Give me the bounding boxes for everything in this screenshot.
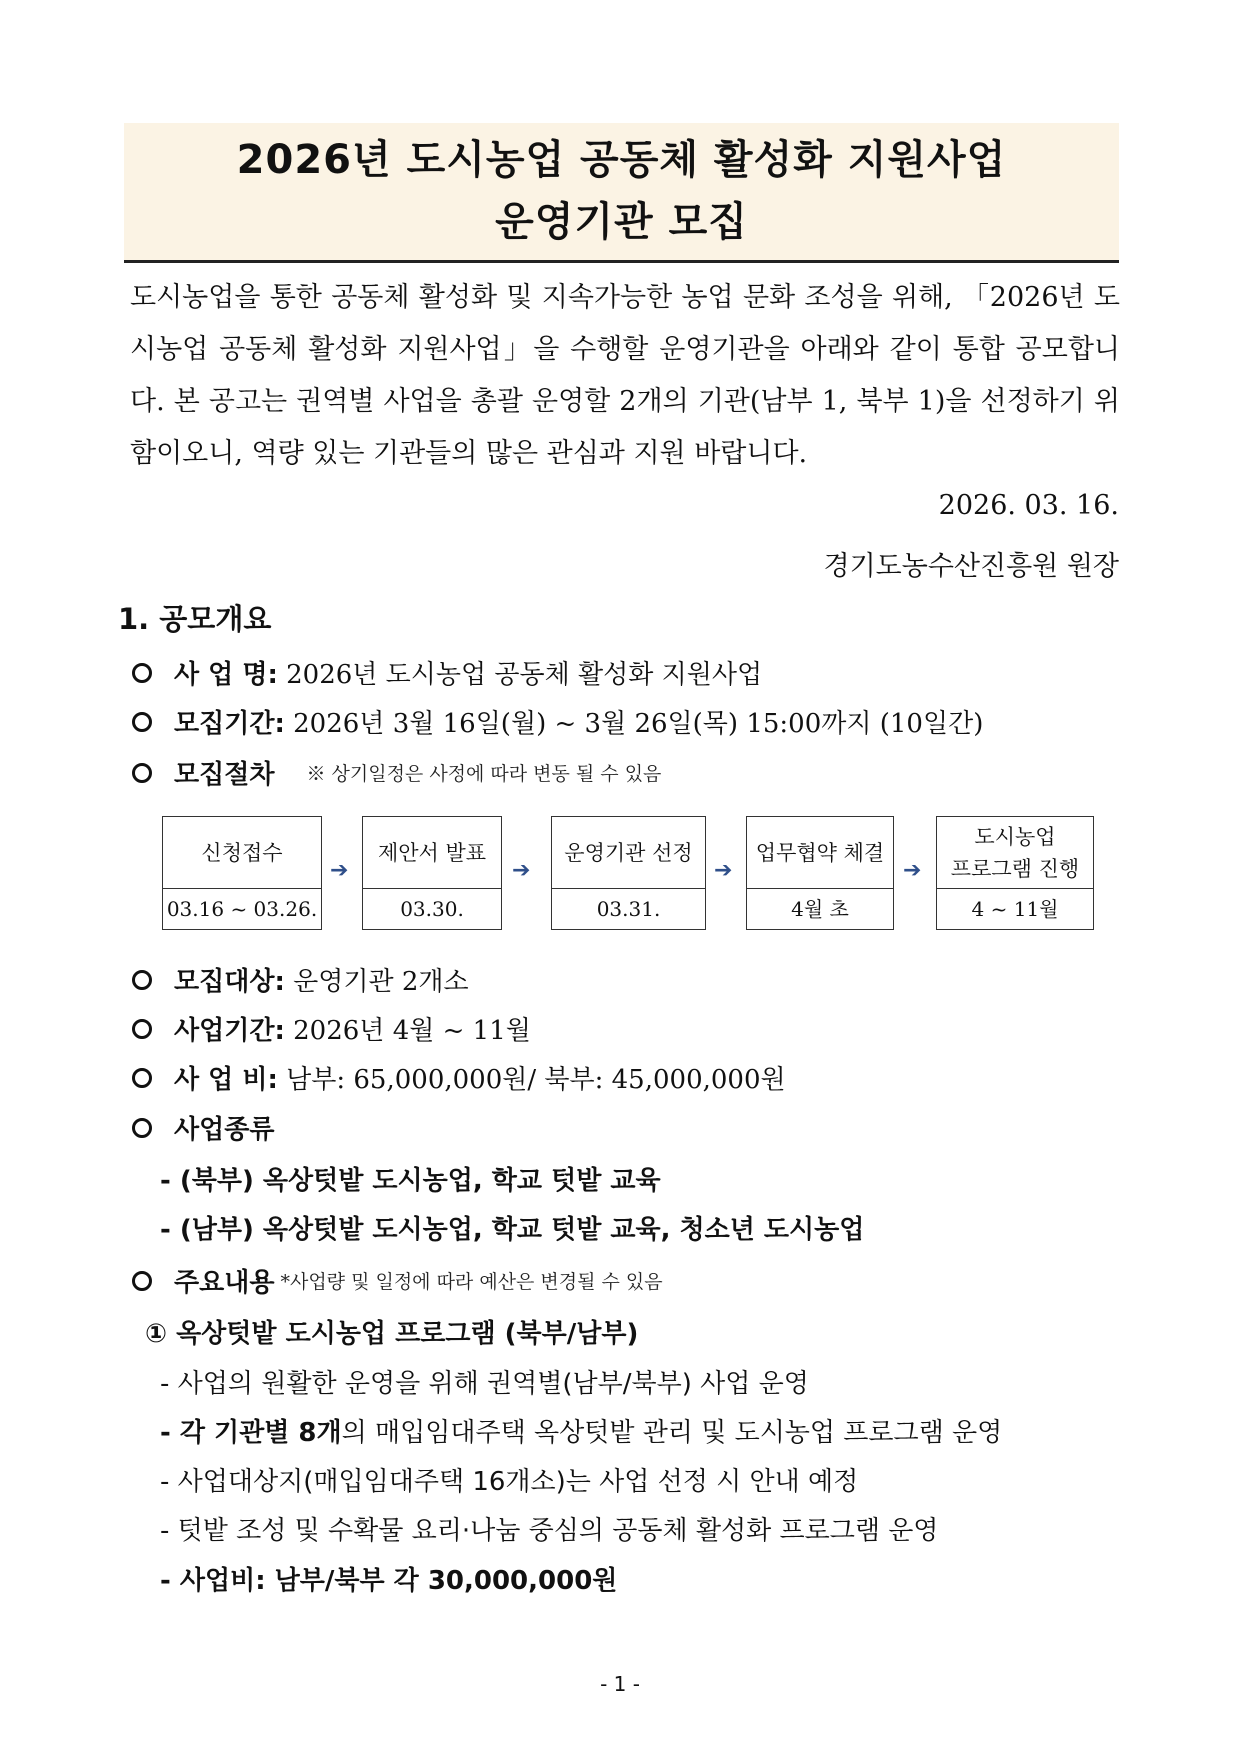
document-title-line2: 운영기관 모집 — [495, 199, 748, 245]
procedure-row — [132, 754, 661, 791]
bullet-circle-icon — [132, 1271, 152, 1291]
title-box — [124, 123, 1119, 263]
period-label: 모집기간: — [174, 709, 285, 739]
program1-item — [160, 1412, 1002, 1449]
bullet-circle-icon — [132, 1118, 152, 1138]
main-content-label: 주요내용 — [174, 1268, 275, 1298]
biz-period-label: 사업기간: — [174, 1016, 285, 1046]
biz-period-row — [132, 1010, 531, 1047]
budget-value: 남부: 65,000,000원/ 북부: 45,000,000원 — [286, 1065, 786, 1095]
flow-step-date: 4월 초 — [791, 897, 849, 921]
bullet-circle-icon — [132, 763, 152, 783]
target-row — [132, 961, 469, 998]
program1-item2-bold: - 각 기관별 8개 — [160, 1418, 342, 1448]
bullet-circle-icon — [132, 970, 152, 990]
issuer: 경기도농수산진흥원 원장 — [823, 551, 1119, 582]
flow-step-label: 업무협약 체결 — [755, 840, 885, 865]
announcement-date: 2026. 03. 16. — [938, 490, 1119, 521]
flow-step-label: 도시농업 — [974, 824, 1056, 849]
flow-step-label-line2: 프로그램 진행 — [950, 856, 1080, 881]
flow-arrow-icon: ➔ — [330, 858, 349, 883]
flow-step-label: 운영기관 선정 — [564, 840, 693, 865]
project-name-value: 2026년 도시농업 공동체 활성화 지원사업 — [286, 660, 763, 690]
flow-step-label: 신청접수 — [201, 840, 283, 865]
target-label: 모집대상: — [174, 967, 285, 997]
bullet-circle-icon — [132, 663, 152, 683]
flow-step-date: 03.30. — [400, 897, 464, 921]
budget-label: 사 업 비: — [174, 1065, 278, 1095]
flow-step-date: 03.31. — [596, 897, 661, 921]
types-row — [132, 1109, 274, 1146]
program1-item: - 텃밭 조성 및 수확물 요리·나눔 중심의 공동체 활성화 프로그램 운영 — [160, 1516, 939, 1546]
page-number: - 1 - — [600, 1672, 640, 1696]
types-label: 사업종류 — [174, 1115, 275, 1145]
document-title-line1: 2026년 도시농업 공동체 활성화 지원사업 — [236, 137, 1007, 183]
procedure-label: 모집절차 — [174, 760, 275, 790]
biz-period-value: 2026년 4월 ~ 11월 — [293, 1016, 531, 1046]
budget-row — [132, 1059, 786, 1096]
bullet-circle-icon — [132, 1068, 152, 1088]
main-content-row — [132, 1262, 663, 1299]
section-heading: 1. 공모개요 — [118, 602, 272, 636]
types-item-south: - (남부) 옥상텃밭 도시농업, 학교 텃밭 교육, 청소년 도시농업 — [160, 1215, 865, 1245]
flow-arrow-icon: ➔ — [714, 858, 733, 883]
flow-step-2 — [362, 816, 502, 930]
main-content-note: *사업량 및 일정에 따라 예산은 변경될 수 있음 — [280, 1271, 663, 1293]
project-name-label: 사 업 명: — [174, 660, 278, 690]
flow-step-4 — [746, 816, 894, 930]
program1-item: - 사업대상지(매입임대주택 16개소)는 사업 선정 시 안내 예정 — [160, 1467, 859, 1497]
flow-arrow-icon: ➔ — [903, 858, 922, 883]
types-item-north: - (북부) 옥상텃밭 도시농업, 학교 텃밭 교육 — [160, 1166, 661, 1196]
flow-step-3 — [551, 816, 706, 930]
flow-step-1 — [162, 816, 322, 930]
bullet-circle-icon — [132, 1019, 152, 1039]
flow-step-date: 4 ~ 11월 — [971, 897, 1059, 921]
flow-step-label: 제안서 발표 — [377, 840, 487, 865]
period-value: 2026년 3월 16일(월) ~ 3월 26일(목) 15:00까지 (10일간) — [293, 709, 984, 739]
bullet-circle-icon — [132, 712, 152, 732]
period-row — [132, 703, 983, 740]
flow-arrow-icon: ➔ — [512, 858, 531, 883]
flow-step-date: 03.16 ~ 03.26. — [166, 897, 318, 921]
project-name-row — [132, 654, 762, 691]
program1-title: ① 옥상텃밭 도시농업 프로그램 (북부/남부) — [145, 1319, 639, 1349]
intro-paragraph: 도시농업을 통한 공동체 활성화 및 지속가능한 농업 문화 조성을 위해, 「2026년 도시농업 공동체 활성화 지원사업」을 수행할 운영기관을 아래와 같이 통합 공모합니다. 본 공고는 권역별 사업을 총괄 운영할 2개의 기관(남부 1, 북부 1)을 선정하기 위함이오니, 역량 있는 기관들의 많은 관심과 지원 바랍니다. — [130, 282, 1120, 469]
program1-item2-rest: 의 매입임대주택 옥상텃밭 관리 및 도시농업 프로그램 운영 — [341, 1418, 1003, 1448]
flow-step-5 — [936, 816, 1094, 930]
program1-item: - 사업의 원활한 운영을 위해 권역별(남부/북부) 사업 운영 — [160, 1369, 809, 1399]
target-value: 운영기관 2개소 — [293, 967, 469, 997]
procedure-note: ※ 상기일정은 사정에 따라 변동 될 수 있음 — [306, 763, 662, 785]
program1-item-budget: - 사업비: 남부/북부 각 30,000,000원 — [160, 1566, 618, 1596]
